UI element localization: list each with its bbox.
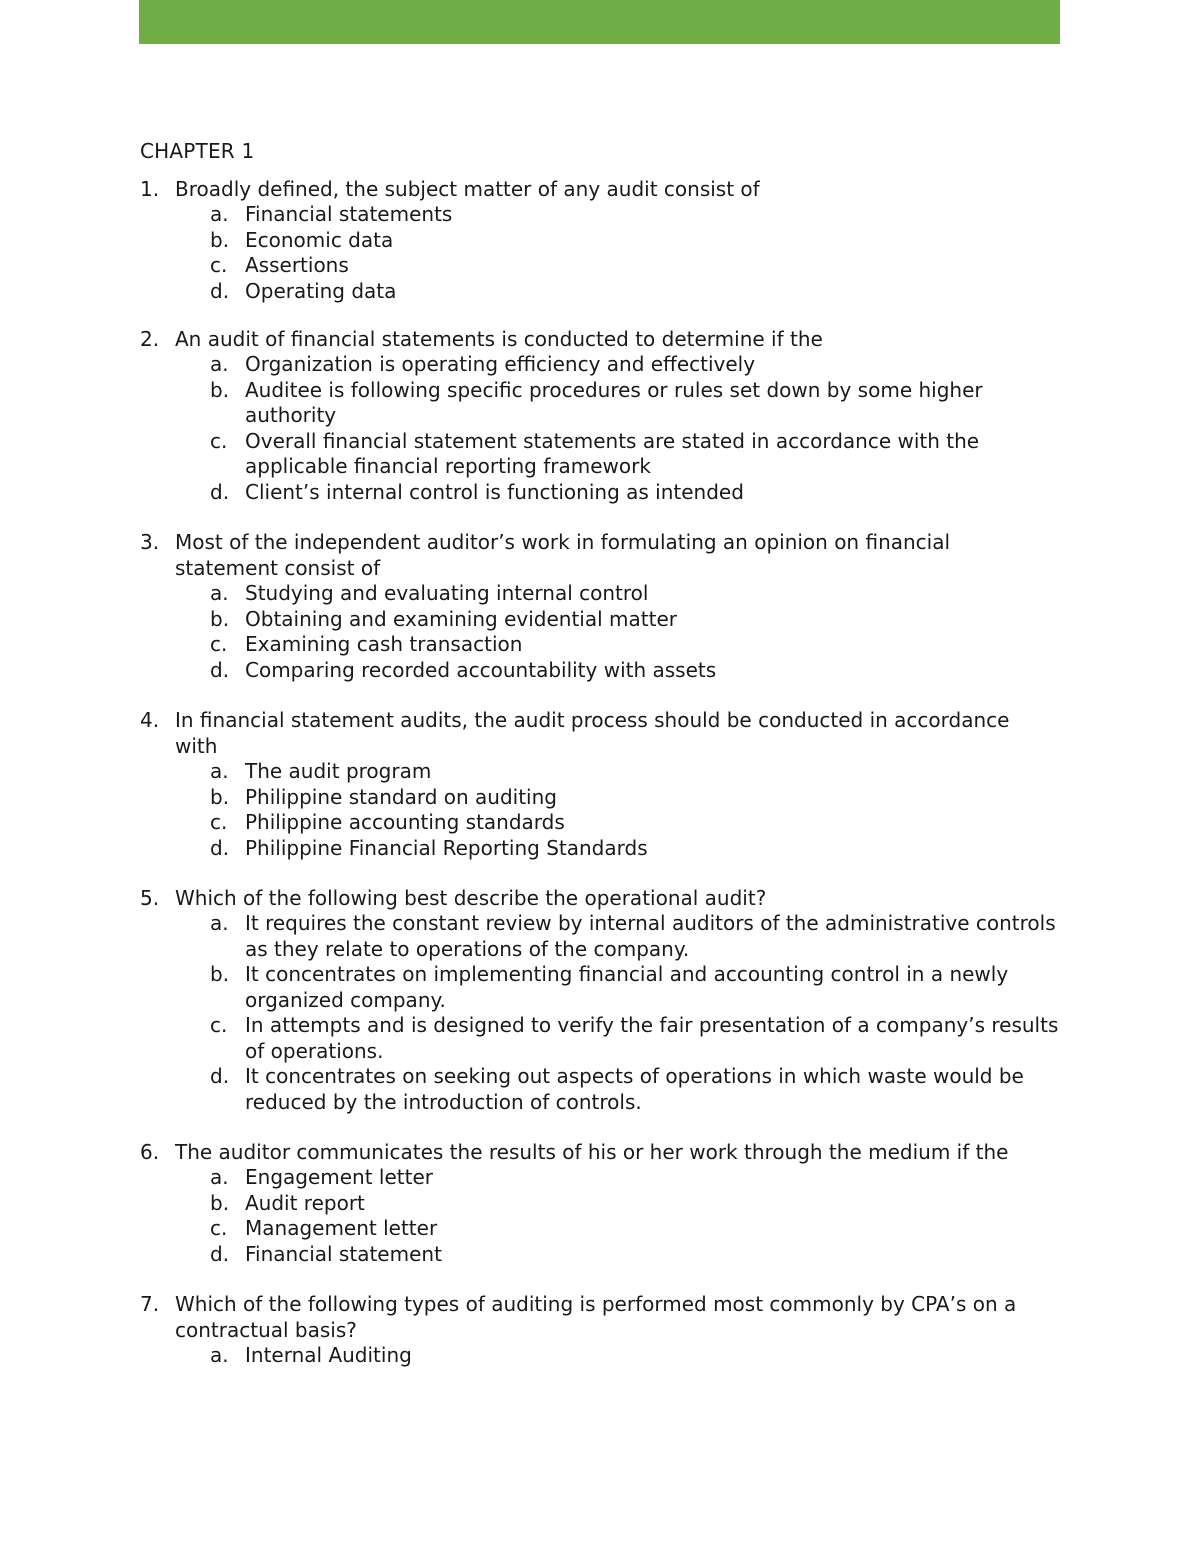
- answer-option: [140, 581, 1070, 607]
- question-2: [140, 326, 1070, 505]
- option-text: Assertions: [245, 253, 349, 277]
- option-letter: c.: [210, 632, 228, 656]
- option-text: Overall financial statement statements are stated in accordance with the applicable financial reporting framework: [245, 428, 980, 478]
- option-letter: c.: [210, 810, 228, 834]
- option-text: It concentrates on implementing financial and accounting control in a newly organized company.: [245, 962, 1009, 1012]
- answer-options: [140, 759, 1070, 861]
- option-letter: c.: [210, 253, 228, 277]
- option-text: Comparing recorded accountability with assets: [245, 657, 717, 682]
- chapter-title: CHAPTER 1: [140, 139, 255, 163]
- option-text: Economic data: [245, 227, 394, 252]
- option-letter: d.: [210, 278, 230, 303]
- answer-option: [140, 1242, 1070, 1268]
- answer-option: [140, 759, 1070, 785]
- option-letter: d.: [210, 1064, 230, 1088]
- question-7: [140, 1291, 1070, 1369]
- option-text: In attempts and is designed to verify the fair presentation of a company’s results of operations.: [245, 1013, 1059, 1063]
- answer-option: [140, 378, 1070, 429]
- option-text: Client’s internal control is functioning as intended: [245, 479, 744, 504]
- option-letter: a.: [210, 1165, 229, 1189]
- question-text: The auditor communicates the results of his or her work through the medium if the: [175, 1140, 1009, 1164]
- option-letter: c.: [210, 1216, 228, 1240]
- answer-option: [140, 836, 1070, 862]
- answer-option: [140, 962, 1070, 1013]
- answer-option: [140, 202, 1070, 228]
- option-letter: d.: [210, 1241, 230, 1266]
- option-text: Operating data: [245, 278, 397, 303]
- option-letter: b.: [210, 227, 230, 252]
- question-6: [140, 1139, 1070, 1267]
- answer-options: [140, 202, 1070, 304]
- option-text: Obtaining and examining evidential matter: [245, 606, 677, 631]
- option-text: Management letter: [245, 1216, 438, 1240]
- answer-option: [140, 658, 1070, 684]
- answer-option: [140, 1191, 1070, 1217]
- option-text: It requires the constant review by internal auditors of the administrative controls as they relate to operations of the company.: [245, 911, 1056, 961]
- document-body: [140, 138, 1070, 1369]
- answer-option: [140, 1343, 1070, 1369]
- question-text: In financial statement audits, the audit process should be conducted in accordance with: [175, 708, 1010, 758]
- question-text: An audit of financial statements is conducted to determine if the: [175, 327, 823, 351]
- answer-option: [140, 279, 1070, 305]
- answer-option: [140, 480, 1070, 506]
- question-number: 1.: [140, 177, 160, 201]
- question-number: 2.: [140, 327, 160, 351]
- option-text: Financial statements: [245, 202, 453, 226]
- answer-option: [140, 1013, 1070, 1064]
- option-letter: d.: [210, 657, 230, 682]
- answer-option: [140, 253, 1070, 279]
- question-text: Which of the following types of auditing is performed most commonly by CPA’s on a contractual basis?: [175, 1292, 1017, 1342]
- option-letter: b.: [210, 606, 230, 631]
- question-text: Most of the independent auditor’s work in formulating an opinion on financial statement consist of: [175, 530, 951, 580]
- option-letter: b.: [210, 377, 230, 402]
- answer-option: [140, 911, 1070, 962]
- option-letter: c.: [210, 1013, 228, 1037]
- option-letter: b.: [210, 962, 230, 986]
- header-bar: [139, 0, 1060, 44]
- question-number: 3.: [140, 530, 160, 554]
- option-letter: c.: [210, 428, 228, 453]
- answer-option: [140, 810, 1070, 836]
- option-letter: b.: [210, 784, 230, 809]
- option-text: Studying and evaluating internal control: [245, 581, 649, 605]
- question-text: Broadly defined, the subject matter of any audit consist of: [175, 177, 760, 201]
- answer-options: [140, 911, 1070, 1115]
- option-letter: b.: [210, 1190, 230, 1215]
- option-text: Philippine accounting standards: [245, 810, 565, 834]
- option-text: Organization is operating efficiency and effectively: [245, 352, 756, 376]
- question-number: 6.: [140, 1140, 160, 1164]
- option-letter: a.: [210, 352, 229, 376]
- option-letter: a.: [210, 1343, 229, 1367]
- answer-option: [140, 352, 1070, 378]
- option-letter: d.: [210, 835, 230, 860]
- answer-options: [140, 1343, 1070, 1369]
- option-letter: a.: [210, 911, 229, 935]
- question-5: [140, 885, 1070, 1115]
- option-text: Auditee is following specific procedures or rules set down by some higher authority: [245, 377, 983, 427]
- question-4: [140, 707, 1070, 861]
- answer-option: [140, 785, 1070, 811]
- option-text: It concentrates on seeking out aspects of operations in which waste would be reduced by the introduction of controls.: [245, 1064, 1024, 1114]
- option-letter: d.: [210, 479, 230, 504]
- option-text: Internal Auditing: [245, 1343, 412, 1367]
- question-number: 7.: [140, 1292, 160, 1316]
- answer-option: [140, 1064, 1070, 1115]
- option-text: Engagement letter: [245, 1165, 433, 1189]
- question-1: [140, 176, 1070, 304]
- option-text: Philippine Financial Reporting Standards: [245, 835, 648, 860]
- question-number: 5.: [140, 886, 160, 910]
- option-letter: a.: [210, 581, 229, 605]
- option-text: Audit report: [245, 1190, 365, 1215]
- question-list: [140, 176, 1070, 1369]
- answer-option: [140, 607, 1070, 633]
- answer-option: [140, 1165, 1070, 1191]
- answer-option: [140, 1216, 1070, 1242]
- option-text: Philippine standard on auditing: [245, 784, 557, 809]
- question-number: 4.: [140, 708, 160, 732]
- option-text: Financial statement: [245, 1241, 442, 1266]
- answer-option: [140, 228, 1070, 254]
- question-text: Which of the following best describe the operational audit?: [175, 886, 767, 910]
- option-letter: a.: [210, 759, 229, 783]
- option-text: Examining cash transaction: [245, 632, 523, 656]
- option-letter: a.: [210, 202, 229, 226]
- question-3: [140, 529, 1070, 683]
- answer-options: [140, 352, 1070, 505]
- option-text: The audit program: [245, 759, 432, 783]
- answer-option: [140, 632, 1070, 658]
- answer-option: [140, 429, 1070, 480]
- answer-options: [140, 1165, 1070, 1267]
- answer-options: [140, 581, 1070, 683]
